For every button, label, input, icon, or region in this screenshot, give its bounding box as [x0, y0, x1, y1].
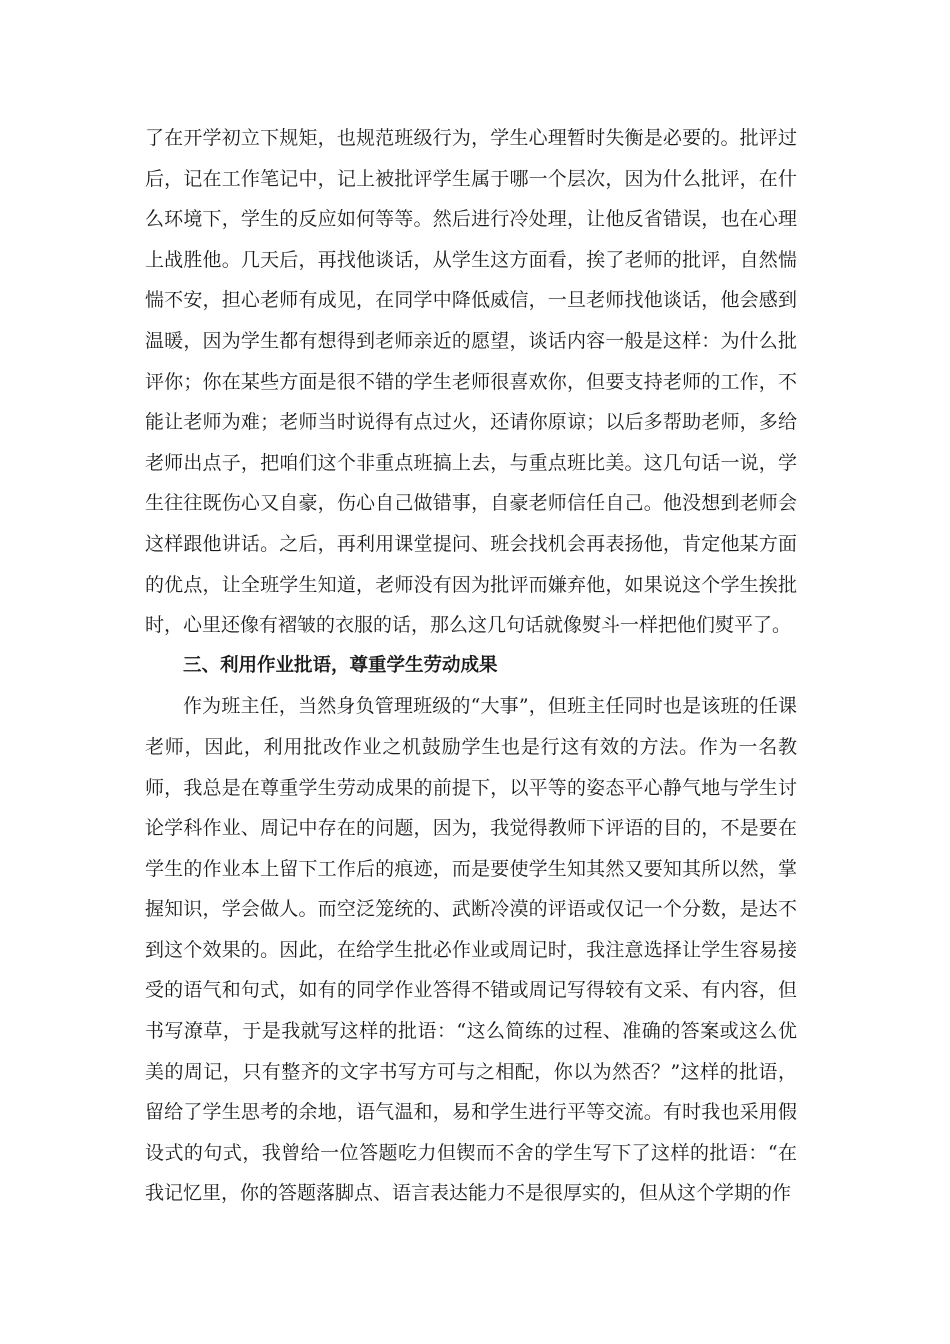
paragraph-main: 作为班主任，当然身负管理班级的“大事”，但班主任同时也是该班的任课老师，因此，利用批改作业之机鼓励学生也是行这有效的方法。作为一名教师，我总是在尊重学生劳动成果的前提下，以平等的姿态平心静气地与学生讨论学科作业、周记中存在的问题，因为，我觉得教师下评语的目的，不是要在学生的作业本上留下工作后的痕迹，而是要使学生知其然又要知其所以然，掌握知识，学会做人。而空泛笼统的、武断冷漠的评语或仅记一个分数，是达不到这个效果的。因此，在给学生批必作业或周记时，我注意选择让学生容易接受的语气和句式，如有的同学作业答得不错或周记写得较有文采、有内容，但书写潦草，于是我就写这样的批语：“这么简练的过程、准确的答案或这么优美的周记，只有整齐的文字书写方可与之相配，你以为然否？”这样的批语，留给了学生思考的余地，语气温和，易和学生进行平等交流。有时我也采用假设式的句式，我曾给一位答题吃力但锲而不舍的学生写下了这样的批语：“在我记忆里，你的答题落脚点、语言表达能力不是很厚实的，但从这个学期的作: [145, 695, 797, 1205]
paragraph-continuation: 了在开学初立下规矩，也规范班级行为，学生心理暂时失衡是必要的。批评过后，记在工作笔记中，记上被批评学生属于哪一个层次，因为什么批评，在什么环境下，学生的反应如何等等。然后进行冷处理，让他反省错误，也在心理上战胜他。几天后，再找他谈话，从学生这方面看，挨了老师的批评，自然惴惴不安，担心老师有成见，在同学中降低威信，一旦老师找他谈话，他会感到温暖，因为学生都有想得到老师亲近的愿望，谈话内容一般是这样：为什么批评你；你在某些方面是很不错的学生老师很喜欢你，但要支持老师的工作，不能让老师为难；老师当时说得有点过火，还请你原谅；以后多帮助老师，多给老师出点子，把咱们这个非重点班搞上去，与重点班比美。这几句话一说，学生往往既伤心又自豪，伤心自己做错事，自豪老师信任自己。他没想到老师会这样跟他讲话。之后，再利用课堂提问、班会找机会再表扬他，肯定他某方面的优点，让全班学生知道，老师没有因为批评而嫌弃他，如果说这个学生挨批时，心里还像有褶皱的衣服的话，那么这几句话就像熨斗一样把他们熨平了。: [145, 127, 797, 637]
section-heading: 三、利用作业批语，尊重学生劳动成果: [183, 654, 498, 676]
document-body: [145, 118, 797, 1214]
